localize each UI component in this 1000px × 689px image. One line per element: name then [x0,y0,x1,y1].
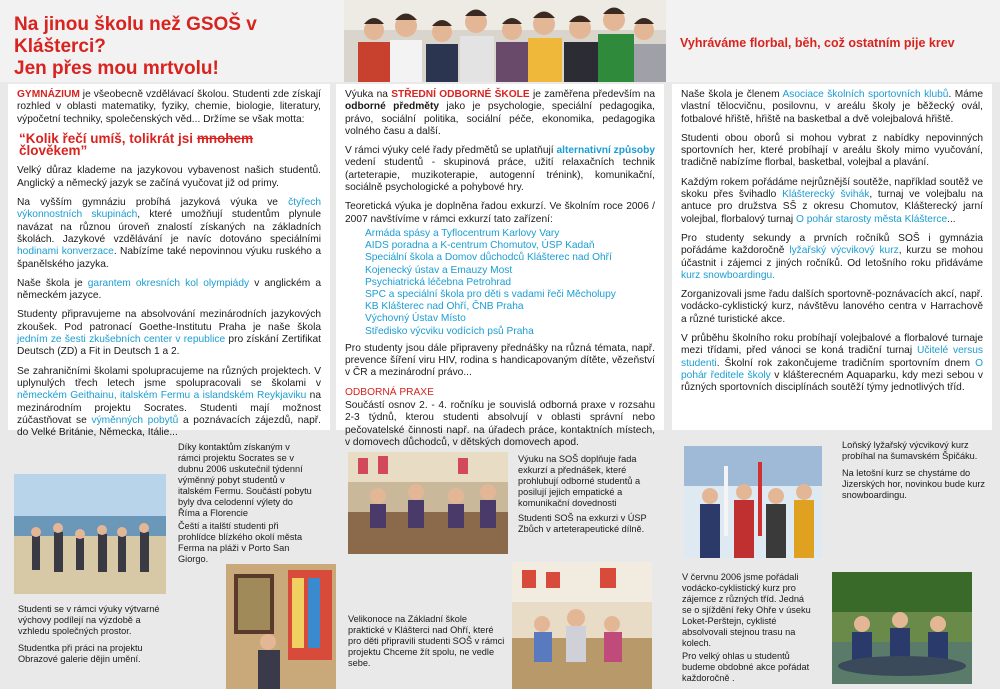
practice-heading: ODBORNÁ PRAXE [345,386,434,398]
gym-intro-text: je všeobecně vzdělávací školou. Studenti zde získají rozhled v oblasti matematiky, fyziky, chemie, biologie, literatury, výpočetní techniky, společenských věd... Držíme se však motta: [17,89,321,125]
sport-facilities [681,89,983,126]
link-alternative-methods[interactable]: alternativní způsoby [556,145,655,157]
header [0,0,1000,82]
t: Naše škola je členem [681,89,783,100]
link-exam-center[interactable]: jedním ze šesti zkušebních center v republice [17,334,226,346]
motto-part-b: člověkem” [19,143,88,159]
list-item[interactable]: Výchovný Ústav Místo [365,313,466,325]
sos-lectures: Pro studenty jsou dále připraveny přednášky na různá témata, např. prevence šíření viru HIV, rodina s handicapovaným dítěte, vězeňství v ČR a mezinárodní právo... [345,342,655,379]
link-snowboard-course[interactable]: kurz snowboardingu. [681,269,776,281]
link-exchange-stays[interactable]: výměnných pobytů [91,414,179,426]
workshop-photo [348,452,508,554]
link-svihak[interactable]: Klášterecký švihák [782,189,870,201]
t: ... [947,213,956,225]
caption-text: Velikonoce na Základní škole praktické v Klášterci nad Ohří, které pro děti připravili studenti SOŠ v rámci projektu Chceme žít spolu, ne vedle sebe. [348,614,505,668]
list-item[interactable]: Středisko výcviku vodících psů Praha [365,325,534,337]
title-line-1: Na jinou školu než GSOŠ v Klášterci? [14,14,257,57]
link-teachers-vs-students[interactable]: Učitelé versus studenti [681,345,983,369]
gym-groups [17,197,321,271]
t: jako je psychologie, speciální pedagogika, právo, sociální politika, sociální péče, ekonomika, pedagogika volného času a další. [345,101,656,137]
gym-languages: Velký důraz klademe na jazykovou vybavenost našich studentů. Anglický a německý jazyk se začíná vyučovat již od primy. [17,165,321,189]
beach-photo [14,474,166,594]
caption-text: Loňský lyžařský výcvikový kurz probíhal na šumavském Špičáku. [842,440,978,461]
caption-text: Studenti se v rámci výuky výtvarné výchovy podílejí na výzdobě a vzhledu společných prostor. [18,604,160,636]
sports-column [672,84,992,430]
t: vedení studentů - skupinová práce, užití relaxačních technik (arteterapie, muzikoterapie, autogenní trénink), komunikační, sociálně psychologické a pohybové hry. [345,157,655,194]
vocational-column [336,84,664,448]
list-item[interactable]: AIDS poradna a K-centrum Chomutov, ÚSP Kadaň [365,240,595,252]
caption-art [18,604,168,665]
link-olympiad[interactable]: garantem okresních kol olympiády [87,277,250,289]
t: v anglickém a německém jazyce. [17,277,321,302]
photo-strip [0,434,1000,689]
caption-ski [842,440,992,501]
t: Výuka na [345,89,392,100]
gym-projects [17,366,321,440]
caption-text: Studentka při práci na projektu Obrazové galerie dějin umění. [18,643,143,664]
caption-easter [348,614,506,669]
link-mayor-cup[interactable]: O pohár starosty města Klášterce [795,213,948,225]
excursion-list [365,228,655,338]
motto-part-a: “Kolik řečí umíš, tolikrát jsi [19,130,197,146]
t: Na vyšším gymnáziu probíhá jazyková výuka ve [17,197,289,209]
t: Se zahraničními školami spolupracujeme na různých projektech. V uplynulých třech letech jsme spolupracovali se školami v [17,365,321,389]
link-ski-course[interactable]: lyžařský výcvikový kurz [789,245,899,257]
caption-text: Pro velký ohlas u studentů budeme obdobné akce pořádat každoročně . [682,651,810,683]
sport-other: Zorganizovali jsme řadu dalších sportovně-poznávacích akcí, např. vodácko-cyklistický kurz, návštěvu lanového centra v Harrachově a různé turistické akce. [681,289,983,325]
gymnasium-column [8,84,330,439]
t: na mezinárodním projektu Socrates. Studenti mají možnost zúčastňovat se [17,390,322,426]
ski-photo [684,446,822,558]
caption-text: Studenti SOŠ na exkurzi v ÚSP Zbůch v arteterapeutické dílně. [518,513,647,534]
gym-olympiad [17,278,321,303]
link-partner-schools[interactable]: německém Geithainu, italském Fermu a islandském Reykjaviku [17,390,307,402]
sport-tournaments [681,333,983,394]
art-gallery-photo [226,564,336,689]
t: v klášterecném Aquaparku, kdy mezi sebou v různých sportovních disciplínách soutěží týmy jednotlivých tříd. [681,369,983,394]
list-item[interactable]: Speciální škola a Domov důchodců Klášterec nad Ohří [365,252,612,264]
canoe-photo [832,572,972,684]
sport-competitions [681,177,983,226]
t: je zaměřena především na [529,89,655,100]
list-item[interactable]: Armáda spásy a Tyflocentrum Karlovy Vary [365,227,560,239]
t: , kurzu se mohou účastnit i zájemci z jiných ročníků. Od letošního roku přidáváme [681,245,983,269]
list-item[interactable]: Kojenecký ústav a Emauzy Most [365,264,513,276]
motto [19,130,321,159]
caption-text: Díky kontaktům získaným v rámci projektu Socrates se v dubnu 2006 uskutečnil týdenní výměnný pobyt studentů v italském Fermu. Součástí pobytu byly dva celodenní výlety do Říma a Florencie [178,442,312,518]
t: V rámci výuky celé řady předmětů se uplatňují [345,145,557,157]
t: Naše škola je [17,277,88,289]
easter-photo [512,562,652,689]
gym-exams [17,309,321,358]
list-item[interactable]: SPC a speciální škola pro děti s vadami řeči Měcholupy [365,288,616,300]
header-group-photo [344,0,666,82]
link-conversation-lessons[interactable]: hodinami konverzace [17,246,114,258]
sports-slogan: Vyhráváme florbal, běh, což ostatním pije krev [680,36,955,50]
sos-methods [345,145,655,194]
caption-text: Na letošní kurz se chystáme do Jizerských hor, novinkou bude kurz snowboardingu. [842,468,985,500]
t: Pro studenty sekundy a prvních ročníků SOŠ i gymnázia pořádáme každoročně [681,232,983,257]
page-title [14,14,344,80]
link-director-cup[interactable]: O pohár ředitele školy [681,357,983,381]
t: , turnaj ve volejbalu na antuce pro družstva SŠ z okresu Chomutov, Klášterecký jarní volejbal, florbalový turnaj [681,189,983,225]
list-item[interactable]: KB Klášterec nad Ohří, ČNB Praha [365,301,524,313]
t: . Nabízíme také nepovinnou výuku ruského a španělského jazyka. [17,246,321,270]
t: odborné předměty [345,101,440,113]
t: pro získání Zertifikat Deutsch (ZD) a Fit in Deutsch 1 a 2. [17,334,321,358]
t: a poznávacích zájezdů, např. do Velké Británie, Německa, Itálie... [17,414,321,439]
t: Studenty připravujeme na absolvování mezinárodních jazykových zkoušek. Pod patronací Goethe-Institutu Praha je naše škola [17,309,321,333]
t: Každým rokem pořádáme nejrůznější soutěže, například soutěž ve skoku přes švihadlo [681,176,983,201]
sos-intro [345,89,655,138]
link-performance-groups[interactable]: čtyřech výkonnostních skupinách [17,197,321,221]
sport-ski [681,233,983,282]
caption-text: Výuku na SOŠ doplňuje řada exkurzí a přednášek, které prohlubují odborné studentů a posilují jejich empatické a komunikační dovednosti [518,454,641,508]
caption-text: Čeští a italští studenti při prohlídce blízkého okolí města Ferma na pláži v Porto San Giorgo. [178,521,303,564]
caption-canoe [682,572,812,684]
t: , které umožňují studentům plynule navázat na různou úroveň znalostí získaných na základních školách. Jazykové vzdělávání je navíc dotováno speciálními [17,209,321,245]
sos-practice: Součástí osnov 2. - 4. ročníku je souvislá odborná praxe v rozsahu 2-3 týdnů, kterou studenti absolvují v oblasti správní nebo pečovatelské činnosti např. na úřadech práce, kontaktních místech, v domovech důchodců, v dětských domovech apod. [345,399,655,448]
link-sports-association[interactable]: Asociace školních sportovních klubů [782,89,949,100]
caption-text: V červnu 2006 jsme pořádali vodácko-cyklistický kurz pro zájemce z různých tříd. Jedná se o sjíždění řeky Ohře v úseku Loket-Perštejn, cyklisté absolvovali stejnou trasu na kolech. [682,572,811,648]
sport-optional: Studenti obou oborů si mohou vybrat z nabídky nepovinných sportovních her, které probíhají v areálu školy mimo vyučování, tradičně nabízíme florbal, basketbal, volejbal a plavání. [681,132,983,169]
sos-heading: STŘEDNÍ ODBORNÉ ŠKOLE [391,89,530,100]
list-item[interactable]: Psychiatrická léčebna Petrohrad [365,276,512,288]
t: . Školní rok zakončujeme tradičním sportovním dnem [716,357,976,369]
gym-heading: GYMNÁZIUM [17,89,80,100]
t: V průběhu školního roku probíhají volejbalové a florbalové turnaje mezi třídami, před vánoci se koná tradiční turnaj [681,333,983,357]
motto-strike: mnohem [196,130,254,146]
title-line-2: Jen přes mou mrtvolu! [14,58,219,79]
caption-excursions [518,454,668,535]
t: . Máme vlastní tělocvičnu, posilovnu, v areálu školy je běžecký ovál, fotbalové hřiště, hřiště na basketbal a dvě volejbalová hřiště. [681,89,984,125]
gym-intro [17,89,321,126]
sos-excursions-intro: Teoretická výuka je doplněna řadou exkurzí. Ve školním roce 2006 / 2007 navštívíme v rámci exkurzí tato zařízení: [345,201,655,225]
caption-socrates [178,442,313,565]
